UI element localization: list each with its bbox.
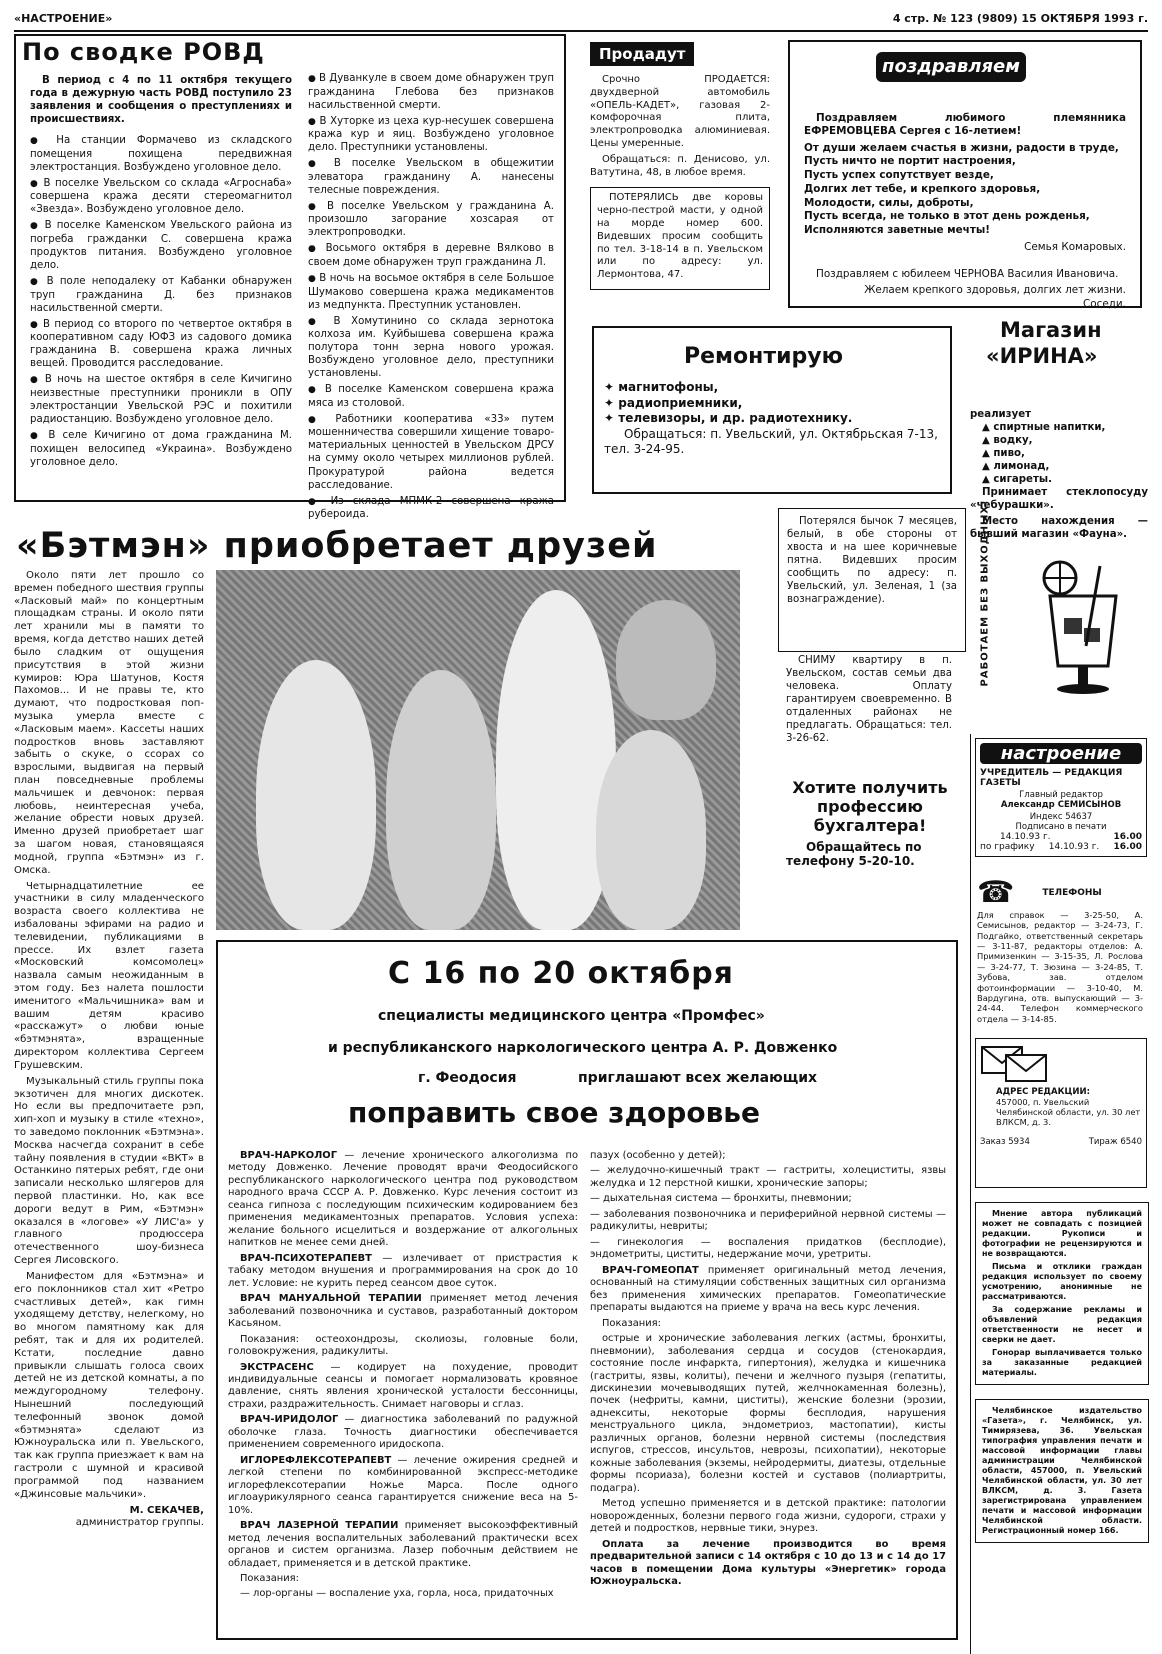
congrats-p2b: Желаем крепкого здоровья, долгих лет жизни.: [864, 284, 1126, 297]
item-text: Метод успешно применяется и в детской практике: патологии новорожденных, болезни первого года жизни, судороги, страхи у детей и подростков, нервные тики, энурез.: [590, 1498, 946, 1535]
item-text: пазух (особенно у детей);: [590, 1150, 726, 1161]
graph-row: [980, 842, 1142, 852]
order-row: [980, 1137, 1142, 1147]
irina-title1: Магазин: [1000, 318, 1102, 342]
item-text: применяет метод лечения заболеваний позвоночника и суставов, разработанный доктором Касьяном.: [228, 1293, 578, 1330]
batman-para: Манифестом для «Бэтмэна» и его поклонников стал хит «Ретро счастливых детей», как гимн уходящему детству, нелегкому, но во многом памятному как для ребят, так и для их родителей. Кстати, последние давно привыкли слышать голоса своих детей не из детской комнаты, а по междугородному телефону. Нынешний последующий телефонный звонок домой «бэтмэнята» сделают из Южноуральска или п. Увельского, так как группа приезжает к вам на гастроли с шумной и красивой программой под названием «Джинсовые мальчики».: [14, 1270, 205, 1500]
note-item: Письма и отклики граждан редакция использует по своему усмотрению, анонимные не рассматриваются.: [982, 1261, 1142, 1301]
note-item: За содержание рекламы и объявлений редакция ответственности не несет и сверки не дает.: [982, 1304, 1142, 1344]
rovd-col2: [308, 72, 554, 524]
rovd-item: ● В ночь на восьмое октября в селе Большое Шумаково совершена кража медикаментов из медпункта. Преступник установлен.: [308, 272, 554, 312]
item-head: ВРАЧ-ГОМЕОПАТ: [602, 1264, 699, 1276]
item-text: — лечение хронического алкоголизма по методу Довженко. Лечение проводят врачи Феодосийского республиканского наркологического центра под руководством народного врача СССР А. Р. Довженко. Курс лечения состоит из сеанса гипноза с последующим психическим кодированием без применения медикаментозных препаратов. Условия успеха: желание больного исцелиться и воздержание от алкогольных напитков не менее семи дней.: [228, 1150, 578, 1249]
irina-item: [982, 421, 1148, 434]
medical-item: [590, 1150, 946, 1162]
repair-item-label: радиоприемники,: [618, 395, 743, 410]
batman-article: [14, 570, 204, 1530]
medical-line3b: приглашают всех желающих: [578, 1070, 818, 1086]
medical-item: [228, 1414, 578, 1451]
item-head: ИГЛОРЕФЛЕКСОТЕРАПЕВТ: [240, 1454, 392, 1466]
triangle-icon: ▲: [982, 435, 994, 447]
medical-item: [228, 1334, 578, 1359]
irina-item-label: лимонад,: [993, 461, 1050, 473]
order-number: Заказ 5934: [980, 1136, 1030, 1147]
medical-line3a: г. Феодосия: [418, 1070, 517, 1086]
congrats-poem: [804, 142, 1126, 238]
diamond-icon: ✦: [604, 380, 619, 394]
medical-item: [590, 1333, 946, 1495]
rovd-item: ● В поселке Увельском со склада «Агроснаба» совершена кража десяти стереомагнитол «Звезда». Возбуждено уголовное дело.: [30, 177, 292, 217]
graph-label: по графику: [980, 842, 1035, 852]
item-head: ВРАЧ-ПСИХОТЕРАПЕВТ: [240, 1252, 372, 1264]
signed-row: [980, 832, 1142, 842]
rent-ad: [786, 654, 952, 748]
repair-section: [592, 326, 952, 494]
publisher-text: Челябинское издательство «Газета», г. Челябинск, ул. Тимирязева, 36. Увельская типография управления печати и массовой информации главы администрации Челябинской области, 457000, п. Увельский Челябинской области, ул. 30 лет ВЛКСМ, д. 3. Газета зарегистрирована управлением печати и массовой информации Челябинской области. Регистрационный номер 166.: [982, 1405, 1142, 1535]
publisher-block: [975, 1399, 1149, 1543]
graph-time: 16.00: [1113, 842, 1142, 852]
medical-item: [590, 1539, 946, 1589]
phones-header: [977, 875, 1143, 910]
item-head: ВРАЧ ЛАЗЕРНОЙ ТЕРАПИИ: [240, 1520, 399, 1532]
batman-para: Музыкальный стиль группы пока экзотичен для многих дискотек. Но если вы предпочитаете рэп, хип-хоп и музыку в стиле «техно», то заведомо поклонник «Бэтмэна». Москва насчегда сохранит в себе тайну появления в студии «ВКТ» в Останкино пятерых ребят, где они записали несколько шлягеров для первой пластинки. Но, как все дороги ведут в Рим, «Бэтмэн» оказался в «логове» «У ЛИС'а» у главного продюссера отечественного шоу-бизнеса Сергея Лисовского.: [14, 1075, 204, 1267]
item-text: Оплата за лечение производится во время предварительной записи с 14 октября с 10 до 13 и с 14 до 17 часов в помещении Дома культуры «Энергетик» города Южноуральска.: [590, 1538, 946, 1587]
lost-bull-text: Потерялся бычок 7 месяцев, белый, в обе стороны от хвоста и на шее коричневые пятна. Видевших просим сообщить по адресу: п. Увельский, ул. Зеленая, 1 (за вознаграждение).: [787, 516, 957, 606]
sell-ad-contact: Обращаться: п. Денисово, ул. Ватутина, 48, в любое время.: [590, 153, 770, 178]
note-item: Гонорар выплачивается только за заказанные редакцией материалы.: [982, 1347, 1142, 1377]
repair-item: [604, 396, 944, 412]
item-text: — дыхательная система — бронхиты, пневмонии;: [590, 1193, 852, 1205]
item-head: ВРАЧ МАНУАЛЬНОЙ ТЕРАПИИ: [240, 1293, 422, 1305]
item-text: — гинекология — воспаления придатков (бесплодие), эндометриты, циститы, недержание мочи, уретриты.: [590, 1236, 946, 1261]
lost-cows-text: ПОТЕРЯЛИСЬ две коровы черно-пестрой масти, у одной на морде номер 600. Видевших просим сообщить по тел. 3-18-14 в п. Увельском или по адресу: ул. Лермонтова, 47.: [597, 192, 763, 281]
photo-person: [386, 670, 496, 930]
irina-vertical: РАБОТАЕМ БЕЗ ВЫХОДНЫХ!: [979, 499, 991, 687]
rovd-item: ● На станции Формачево из складского помещения похищена передвижная электростанция. Возбуждено уголовное дело.: [30, 134, 292, 174]
medical-slogan: поправить свое здоровье: [348, 1096, 760, 1129]
poem-line: От души желаем счастья в жизни, радости в труде,: [804, 141, 1119, 154]
congrats-badge: [876, 52, 1026, 82]
item-text: — диагностика заболеваний по радужной оболочке глаза. Точность диагностики обеспечивается применением современного иридоскопа.: [228, 1414, 578, 1451]
sell-section: [590, 42, 770, 312]
rovd-item: ● В поселке Каменском совершена кража мяса из столовой.: [308, 383, 554, 410]
congrats-sign1: Семья Комаровых.: [1024, 240, 1126, 253]
lost-bull-ad: [778, 508, 966, 652]
batman-para: Около пяти лет прошло со времен победного шествия группы «Ласковый май» по концертным площадкам страны. И около пяти лет хранили мы в памяти то время, когда детство наших детей было сладким от ощущения присутствия в этой жизни кумиров: Юра Шатунов, Костя Пахомов... И не правы те, кто думают, что подростковая поп-музыка умерла вместе с «Ласковым маем». Кассеты наших подростков вновь заставляют забыть о скуке, о ссорах со взрослыми, выдвигая на первый план повседневные проблемы мальчишек и девчонок: первая любовь, неинтересная учеба, желание обрести новых друзей. Именно друзей приобретает шаг за шагом новая, становящаяся модной, группа «Бэтмэн» из г. Омска.: [14, 570, 204, 876]
poem-line: Молодости, силы, доброты,: [804, 196, 974, 209]
medical-item: [228, 1588, 578, 1600]
repair-contact: Обращаться: п. Увельский, ул. Октябрьская 7-13, тел. 3-24-95.: [604, 426, 938, 457]
item-text: применяет высокоэффективный метод лечения воспалительных заболеваний практически всех органов и систем организма. Лазер побочным действием не обладает, применяется и в детской практике.: [228, 1520, 578, 1569]
rovd-item: ● Из склада МПМК-2 совершена кража рубероида.: [308, 495, 554, 522]
poem-line: Пусть ничто не портит настроения,: [804, 155, 1016, 168]
medical-left-col: [228, 1150, 578, 1604]
masthead-box: [975, 738, 1147, 857]
rovd-section: [14, 34, 566, 521]
medical-line1: специалисты медицинского центра «Промфес»: [378, 1008, 765, 1024]
congrats-p2: Поздравляем с юбилеем ЧЕРНОВА Василия Ивановича.: [816, 268, 1119, 281]
rovd-item: ● В поле неподалеку от Кабанки обнаружен труп гражданина Д. без признаков насильственной смерти.: [30, 275, 292, 315]
irina-item: [982, 447, 1148, 460]
rovd-intro: В период с 4 по 11 октября текущего года в дежурную часть РОВД поступило 23 заявления и сообщения о преступлениях и происшествиях.: [30, 75, 292, 126]
irina-item: [982, 460, 1148, 473]
rovd-item: ● В Хомутинино со склада зернотока колхоза им. Куйбышева совершена кража полутора тонн зерна нового урожая. Возбуждено уголовное дело, преступники установлены.: [308, 315, 554, 381]
medical-item: [228, 1573, 578, 1585]
telephone-icon: ☎: [977, 875, 1015, 910]
rovd-item: ● В Хуторке из цеха кур-несушек совершена кража кур и яиц. Возбуждено уголовное дело. Преступники установлены.: [308, 115, 554, 155]
irina-intro: реализует: [970, 409, 1032, 420]
triangle-icon: ▲: [982, 474, 994, 486]
repair-item: [604, 380, 944, 396]
medical-item: [590, 1265, 946, 1315]
irina-item-label: пиво,: [993, 448, 1025, 460]
masthead: [970, 734, 1149, 1654]
address-label: АДРЕС РЕДАКЦИИ:: [996, 1086, 1091, 1097]
repair-item-label: магнитофоны,: [618, 380, 719, 394]
irina-title2: «ИРИНА»: [986, 344, 1098, 368]
item-text: Показания: остеохондрозы, сколиозы, головные боли, головокружения, радикулиты.: [228, 1333, 578, 1358]
graph-date: 14.10.93 г.: [1048, 842, 1100, 852]
medical-item: [590, 1318, 946, 1330]
issue-info: 4 стр. № 123 (9809) 15 ОКТЯБРЯ 1993 г.: [892, 12, 1148, 25]
accountant-title: Хотите получить профессию бухгалтера!: [792, 778, 948, 836]
rovd-item: ● Восьмого октября в деревне Вялково в своем доме обнаружен труп гражданина Л.: [308, 242, 554, 269]
page-header: [14, 8, 1148, 32]
triangle-icon: ▲: [982, 448, 994, 460]
address-text: 457000, п. Увельский Челябинской области, ул. 30 лет ВЛКСМ, д. 3.: [996, 1096, 1141, 1127]
editor-name: Александр СЕМИСЫНОВ: [1000, 800, 1122, 810]
irina-list: [970, 421, 1148, 486]
photo-person: [596, 730, 706, 930]
congrats-sign2: Соседи.: [1083, 297, 1126, 310]
notes-block: [975, 1202, 1149, 1385]
cocktail-icon: [1030, 556, 1140, 696]
item-text: Показания:: [240, 1573, 299, 1584]
congrats-badge-label: поздравляем: [882, 56, 1020, 77]
envelope-icon: [980, 1043, 1050, 1083]
irina-item: [982, 473, 1148, 486]
triangle-icon: ▲: [982, 422, 994, 434]
rovd-item: ● В ночь на шестое октября в селе Кичигино неизвестные преступники проникли в ОПУ электростанции Увельской РЭС и похитили радиостанцию. Возбуждено уголовное дело.: [30, 373, 292, 426]
medical-item: [228, 1253, 578, 1290]
poem-line: Пусть всегда, не только в этот день рожденья,: [804, 210, 1090, 223]
item-head: ВРАЧ-НАРКОЛОГ: [240, 1150, 337, 1161]
irina-p2: Место нахождения — бывший магазин «Фауна».: [970, 516, 1148, 541]
editor-label: Главный редактор: [1019, 790, 1103, 800]
item-head: ЭКСТРАСЕНС: [240, 1361, 314, 1373]
medical-ad: [216, 940, 958, 1640]
repair-item: [604, 411, 944, 427]
rent-text: СНИМУ квартиру в п. Увельском, состав семьи два человека. Оплату гарантируем своевременно. В отдаленных районах не предлагать. Обращаться: тел. 3-26-62.: [786, 655, 952, 745]
item-text: — излечивает от пристрастия к табаку методом внушения и программирования на срок до 10 лет. Условие: не курить перед сеансом двое суток.: [228, 1252, 578, 1289]
medical-item: [228, 1293, 578, 1330]
sell-ad-car: [590, 74, 770, 179]
batman-para: Четырнадцатилетние ее участники в силу младенческого возраста своего коллектива не избалованы эфирами на радио и телевидении, публикациями в прессе. Их взлет газета «Московский комсомолец» назвала самым неожиданным в этом году. Без налета пошлости именитого «Мальчишника» вам и вашим детям красиво «расскажут» о любви юные «бэтмэнята», взращенные директором коллектива Сергеем Грушевским.: [14, 880, 204, 1071]
note-item: Мнение автора публикаций может не совпадать с позицией редакции. Рукописи и фотографии не рецензируются и не возвращаются.: [982, 1208, 1142, 1258]
phones-text: Для справок — 3-25-50, А. Семисынов, редактор — 3-24-73, Г. Подгайко, ответственный секретарь — 3-11-87, редакторы отделов: А. Примизенкин — 3-15-35, Л. Рослова — 3-24-77, Т. Зюзина — 3-24-85, Т. Зубова, зав. отделом фотоинформации — 3-10-40, М. Вардугина, отв. выпускающий — 3-24-44. Телефон коммерческого отдела — 3-14-85.: [977, 910, 1143, 1024]
repair-item-label: телевизоры, и др. радиотехнику.: [618, 411, 853, 426]
newspaper-name: «НАСТРОЕНИЕ»: [14, 12, 113, 25]
diamond-icon: ✦: [604, 411, 619, 426]
masthead-founder: УЧРЕДИТЕЛЬ — РЕДАКЦИЯ ГАЗЕТЫ: [980, 768, 1123, 788]
triangle-icon: ▲: [982, 461, 994, 473]
item-text: — желудочно-кишечный тракт — гастриты, холециститы, язвы желудка и 12 перстной кишки, хронические запоры;: [590, 1165, 946, 1189]
item-head: ВРАЧ-ИРИДОЛОГ: [240, 1414, 339, 1426]
phones-block: [977, 875, 1143, 1024]
medical-item: [228, 1520, 578, 1570]
rovd-item: ● В поселке Увельском у гражданина А. произошло загорание хозсарая от электропроводки.: [308, 200, 554, 240]
batman-title: «Бэтмэн» приобретает друзей: [16, 526, 658, 566]
irina-item: [982, 434, 1148, 447]
poem-line: Пусть успех сопутствует везде,: [804, 169, 994, 182]
irina-item-label: водку,: [993, 435, 1033, 447]
rovd-item: ● Работники кооператива «33» путем мошенничества совершили хищение товаро-материальных ценностей в Увельском ДРСУ на сумму около четырех миллионов рублей. Прокуратурой района ведется расследование.: [308, 413, 554, 492]
signed-time: 16.00: [1113, 832, 1142, 842]
rovd-item: ● В поселке Каменском Увельского района из погреба гражданки С. совершена кража продуктов питания. Возбуждено уголовное дело.: [30, 219, 292, 272]
congrats-section: [788, 40, 1142, 308]
item-text: Показания:: [602, 1317, 661, 1329]
batman-sign2: администратор группы.: [75, 1517, 204, 1529]
batman-photo: [216, 570, 740, 930]
medical-item: [590, 1237, 946, 1262]
medical-item: [228, 1362, 578, 1412]
item-text: — лор-органы — воспаление уха, горла, носа, придаточных: [240, 1588, 554, 1600]
medical-title: С 16 по 20 октября: [388, 956, 734, 991]
item-text: — заболевания позвоночника и периферийной нервной системы — радикулиты, невриты;: [590, 1208, 946, 1233]
medical-item: [590, 1193, 946, 1205]
item-text: — кодирует на похудение, проводит индивидуальные сеансы и помогает нормализовать кровяное давление, снять явления хронической усталости бессонницы, страхи, раздражительность. Снимает наговоры и сглаз.: [228, 1361, 578, 1410]
medical-item: [590, 1165, 946, 1190]
medical-right-col: [590, 1150, 946, 1591]
irina-p1: Принимает стеклопосуду «чебурашки».: [970, 487, 1148, 512]
medical-item: [590, 1498, 946, 1535]
signed-label: Подписано в печати: [1015, 822, 1107, 832]
repair-list: [604, 380, 944, 458]
address-block: [975, 1038, 1147, 1188]
phones-title: ТЕЛЕФОНЫ: [1042, 887, 1102, 898]
accountant-ad: [786, 778, 954, 868]
sell-badge: Продадут: [590, 42, 694, 66]
irina-item-label: сигареты.: [993, 474, 1052, 486]
signed-date: 14.10.93 г.: [1000, 832, 1051, 842]
medical-item: [590, 1209, 946, 1234]
masthead-index: Индекс 54637: [1029, 812, 1093, 822]
irina-text: [970, 408, 1148, 544]
congrats-text: [804, 112, 1126, 311]
rovd-item: ● В Дуванкуле в своем доме обнаружен труп гражданина Глебова без признаков насильственной смерти.: [308, 72, 554, 112]
batman-sign: М. СЕКАЧЕВ,: [129, 1504, 204, 1516]
photo-person: [616, 600, 716, 720]
masthead-logo: настроение: [980, 743, 1142, 764]
accountant-contact: Обращайтесь по телефону 5-20-10.: [786, 839, 922, 868]
rovd-item: ● В период со второго по четвертое октября в кооперативном саду ЮФЗ из садового домика гражданина В. совершена кража личных вещей. Проводится расследование.: [30, 318, 292, 371]
item-text: — лечение ожирения средней и легкой степени по комбинированной экспресс-методике иглорефлексотерапии Ножье Марса. После одного иглоаурикулярного сеанса гарантируется снижение веса на 5-10%.: [228, 1454, 578, 1516]
irina-section: [960, 316, 1150, 704]
medical-line2: и республиканского наркологического центра А. Р. Довженко: [328, 1040, 838, 1056]
rovd-col1: [30, 74, 292, 472]
rovd-col1-list: [30, 134, 292, 468]
photo-person: [256, 660, 376, 930]
print-run: Тираж 6540: [1088, 1136, 1142, 1147]
medical-item: [228, 1455, 578, 1517]
irina-item-label: спиртные напитки,: [993, 422, 1106, 434]
rovd-title: По сводке РОВД: [22, 38, 265, 66]
congrats-p1: Поздравляем любимого племянника ЕФРЕМОВЦЕВА Сергея с 16-летием!: [804, 112, 1126, 138]
rovd-item: ● В поселке Увельском в общежитии элеватора гражданину А. нанесены телесные повреждения.: [308, 157, 554, 197]
diamond-icon: ✦: [604, 395, 619, 410]
rovd-item: ● В селе Кичигино от дома гражданина М. похищен велосипед «Украина». Возбуждено уголовное дело.: [30, 429, 292, 469]
poem-line: Долгих лет тебе, и крепкого здоровья,: [804, 182, 1041, 195]
repair-title: Ремонтирую: [684, 344, 843, 369]
sell-ad-text: Срочно ПРОДАЕТСЯ: двухдверной автомобиль «ОПЕЛЬ-КАДЕТ», газовая 2-комфорочная плита, электропроводка алюминиевая. Цены умеренные.: [590, 74, 770, 149]
item-text: острые и хронические заболевания легких (астмы, бронхиты, пневмонии), заболевания сердца и сосудов (стенокардия, состояние после инфаркта, гипертония), желудка и кишечника (гастриты, язвы, колиты), печени и желчного пузыря (гепатиты, дискинезии мочевыводящих путей, желчнокаменная болезнь), почек (нефриты, камни, циститы), женские болезни (эрозии, аднекситы, некоторые формы бесплодия, нарушения менструального цикла, эндометриоз, мастопатии), кисты различных органов, болезни нервной системы (последствия испугов, стрессов, инсультов, неврозы, психопатии), некоторые кожные заболевания (экземы, нейродермиты, диатезы, отдельные формы псориаза), болезни костей и суставов (полиартриты, подагра).: [590, 1333, 946, 1494]
medical-item: [228, 1150, 578, 1250]
item-text: применяет оригинальный метод лечения, основанный на стимуляции собственных защитных сил организма без применения химических препаратов. Гомеопатические препараты выдаются на приеме у врача на весь курс лечения.: [590, 1264, 946, 1314]
poem-line: Исполняются заветные мечты!: [804, 224, 990, 237]
lost-cows-ad: [590, 187, 770, 290]
